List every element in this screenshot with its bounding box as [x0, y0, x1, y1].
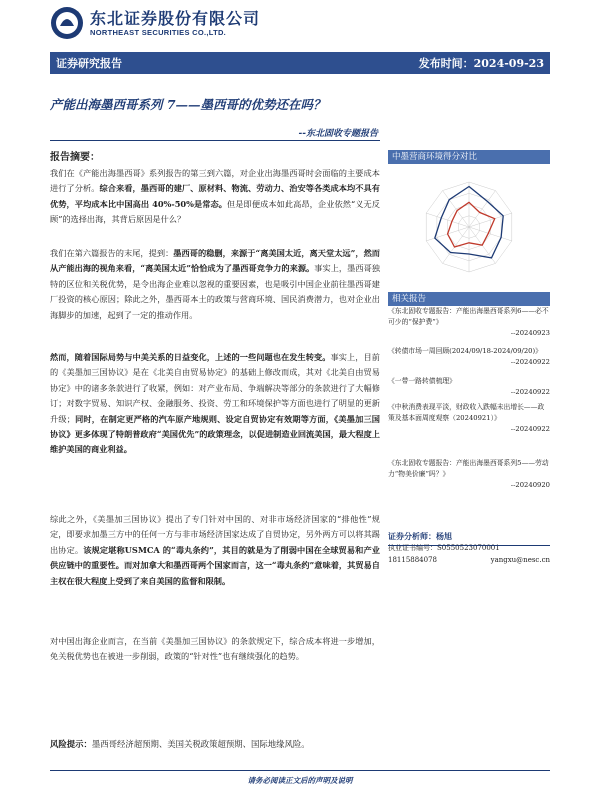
divider [50, 140, 380, 141]
related-report-title[interactable]: 《一带一路转债梳理》 [388, 377, 456, 385]
company-name-en: NORTHEAST SECURITIES CO.,LTD. [90, 27, 227, 37]
related-reports-heading: 相关报告 [388, 292, 550, 306]
related-report-date: --20240922 [510, 425, 550, 433]
related-report-title[interactable]: 《中秋消费表现平淡，财政收入跌幅未出增长——政策及基本面周度观察（20240921）》 [388, 403, 545, 422]
report-title: 产能出海墨西哥系列 7——墨西哥的优势还在吗？ [50, 97, 326, 112]
text-bold: 墨西哥的稳删，来源于“离美国太近，离天堂太远”，然而从产能出海的视角来看，“离美国太近”恰恰成为了墨西哥竞争力的来源。 [50, 248, 380, 274]
text: 我们在第六篇报告的末尾，提到： [50, 248, 174, 258]
related-report-item[interactable] [388, 306, 550, 339]
logo-icon [50, 6, 84, 40]
analyst-name: 证券分析师：杨旭 [388, 531, 452, 541]
text: 但是即便成本如此高昂，企业依然“义无反顾”的选择出海，其背后原因是什么？ [50, 198, 380, 225]
series-label: --东北固收专题报告 [298, 129, 378, 139]
license-number: 执业证书编号：S0550523070001 [388, 544, 500, 552]
paragraph-1 [50, 166, 380, 228]
chart-heading: 中墨营商环境得分对比 [388, 150, 550, 164]
text: 事实上，目前的《美墨加三国协议》是在《北美自由贸易协定》的基础上修改而成，其对《北美自由贸易协定》中的诸多条款进行了收紧，例如：对产业布局、争端解决等部分的条款进行了大幅修订；对数字贸易、知识产权、金融服务、投资、劳工和环境保护等方面也进行了明显的更新升级； [50, 352, 380, 424]
radar-series-2 [448, 202, 495, 247]
related-report-item[interactable] [388, 376, 550, 398]
related-report-date: --20240923 [510, 329, 550, 337]
related-report-date: --20240922 [510, 388, 550, 396]
related-report-date: --20240920 [510, 481, 550, 489]
footer-divider [50, 770, 550, 771]
report-category: 证券研究报告 [56, 57, 122, 70]
footer-notice: 请务必阅读正文后的声明及说明 [247, 776, 353, 785]
related-report-title[interactable]: 《东北固收专题报告：产能出海墨西哥系列5——劳动力“物美价廉”吗？》 [388, 459, 549, 478]
risk-label: 风险提示： [50, 739, 92, 749]
publish-date: 发布时间：2024-09-23 [418, 57, 544, 70]
text: 对中国出海企业而言，在当前《美墨加三国协议》的条款规定下，综合成本将进一步增加，免关税优势也在被进一步削弱，政策的“针对性”也有继续强化的趋势。 [50, 636, 380, 662]
analyst-phone: 18115884078 [388, 556, 437, 564]
text-bold: 该规定堪称USMCA 的“毒丸条约”，其目的就是为了削弱中国在全球贸易和产业供应链中的重要性。而对加拿大和墨西哥两个国家而言，这一“毒丸条约”意味着，其贸易自主权在很大程度上受到了来自美国的监督和限制。 [50, 544, 380, 586]
related-report-item[interactable] [388, 402, 550, 435]
text-bold: 综合来看，墨西哥的建厂、原材料、物流、劳动力、治安等各类成本均不具有优势，平均成本比中国高出 40%-50%是常态。 [50, 183, 380, 209]
related-report-item[interactable] [388, 458, 550, 491]
divider [388, 545, 550, 546]
radar-chart [388, 165, 550, 285]
text: 综此之外，《美墨加三国协议》提出了专门针对中国的、对非市场经济国家的“排他性”规定，即要求加墨三方中的任何一方与非市场经济国家达成了自贸协定，另外两方可以将其踢出协定。 [50, 514, 380, 555]
analyst-email[interactable]: yangxu@nesc.cn [490, 556, 550, 564]
radar-axis [443, 227, 469, 263]
company-name-cn: 东北证券股份有限公司 [90, 8, 261, 28]
risk-warning [50, 738, 380, 750]
paragraph-5 [50, 634, 380, 665]
radar-axis [469, 191, 495, 227]
risk-text: 墨西哥经济超预期、美国关税政策超预期、国际地缘风险。 [91, 739, 310, 749]
related-report-date: --20240922 [510, 358, 550, 366]
analyst-info [388, 530, 550, 566]
text-bold: 同时，在制定更严格的汽车原产地规则、设定自贸协定有效期等方面，《美墨加三国协议》更多体现了特朗普政府“美国优先”的政策理念，以促进制造业回流美国，最大程度上维护美国的商业利益。 [50, 413, 380, 455]
related-report-title[interactable]: 《转债市场一周回顾(2024/09/18-2024/09/20)》 [388, 347, 542, 355]
paragraph-4 [50, 512, 380, 589]
paragraph-2 [50, 246, 380, 323]
text: 我们在《产能出海墨西哥》系列报告的第三到六篇，对企业出海墨西哥时会面临的主要成本进行了分析。 [50, 168, 380, 194]
related-report-title[interactable]: 《东北固收专题报告：产能出海墨西哥系列6——必不可少的“保护费”》 [388, 307, 549, 326]
header-banner [50, 52, 550, 74]
paragraph-3 [50, 350, 380, 458]
text-bold: 然而，随着国际局势与中美关系的日益变化，上述的一些问题也在发生转变。 [50, 352, 331, 362]
text: 事实上，墨西哥独特的区位和关税优势，是令出海企业难以忽视的重要因素，也是吸引中国企业前往墨西哥建厂投资的核心原因；除此之外，墨西哥本土的政策与营商环境、国民消费潜力，也对企业出海脚步的加速，起到了一定的推动作用。 [50, 263, 380, 320]
related-report-item[interactable] [388, 346, 550, 368]
summary-heading: 报告摘要： [50, 152, 100, 163]
company-logo [50, 6, 260, 40]
